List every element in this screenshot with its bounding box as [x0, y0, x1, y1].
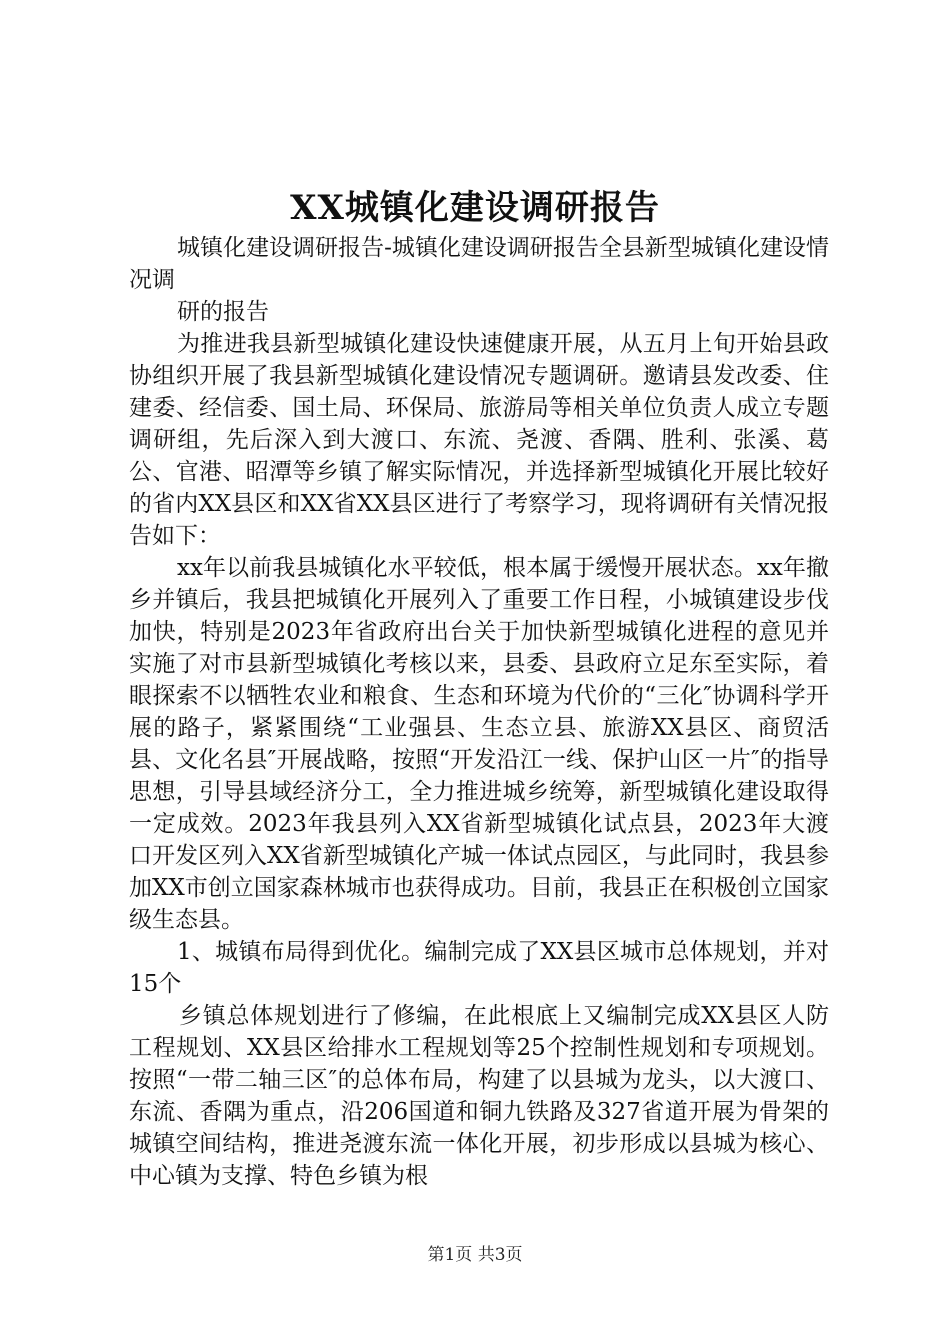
page-footer: 第1页 共3页 — [427, 1245, 523, 1265]
document-body — [129, 232, 829, 1192]
paragraph-intro: 城镇化建设调研报告-城镇化建设调研报告全县新型城镇化建设情况调 — [129, 235, 829, 293]
document-title: XX城镇化建设调研报告 — [290, 188, 660, 228]
paragraph-point-1-continued: 乡镇总体规划进行了修编，在此根底上又编制完成XX县区人防工程规划、XX县区给排水工程规划等25个控制性规划和专项规划。按照“一带二轴三区″的总体布局，构建了以县城为龙头，以大渡口、东流、香隅为重点，沿206国道和铜九铁路及327省道开展为骨架的城镇空间结构，推进尧渡东流一体化开展，初步形成以县城为核心、中心镇为支撑、特色乡镇为根 — [129, 1003, 829, 1189]
paragraph-progress: xx年以前我县城镇化水平较低，根本属于缓慢开展状态。xx年撤乡并镇后，我县把城镇化开展列入了重要工作日程，小城镇建设步伐加快，特别是2023年省政府出台关于加快新型城镇化进程的意见并实施了对市县新型城镇化考核以来，县委、县政府立足东至实际，着眼探索不以牺牲农业和粮食、生态和环境为代价的“三化″协调科学开展的路子，紧紧围绕“工业强县、生态立县、旅游XX县区、商贸活县、文化名县″开展战略，按照“开发沿江一线、保护山区一片″的指导思想，引导县域经济分工，全力推进城乡统筹，新型城镇化建设取得一定成效。2023年我县列入XX省新型城镇化试点县，2023年大渡口开发区列入XX省新型城镇化产城一体试点园区，与此同时，我县参加XX市创立国家森林城市也获得成功。目前，我县正在积极创立国家级生态县。 — [129, 555, 829, 933]
paragraph-background: 为推进我县新型城镇化建设快速健康开展，从五月上旬开始县政协组织开展了我县新型城镇化建设情况专题调研。邀请县发改委、住建委、经信委、国土局、环保局、旅游局等相关单位负责人成立专题调研组，先后深入到大渡口、东流、尧渡、香隅、胜利、张溪、葛公、官港、昭潭等乡镇了解实际情况，并选择新型城镇化开展比较好的省内XX县区和XX省XX县区进行了考察学习，现将调研有关情况报告如下： — [129, 331, 829, 549]
paragraph-intro-continued: 研的报告 — [177, 299, 269, 325]
paragraph-point-1: 1、城镇布局得到优化。编制完成了XX县区城市总体规划，并对15个 — [129, 939, 829, 997]
